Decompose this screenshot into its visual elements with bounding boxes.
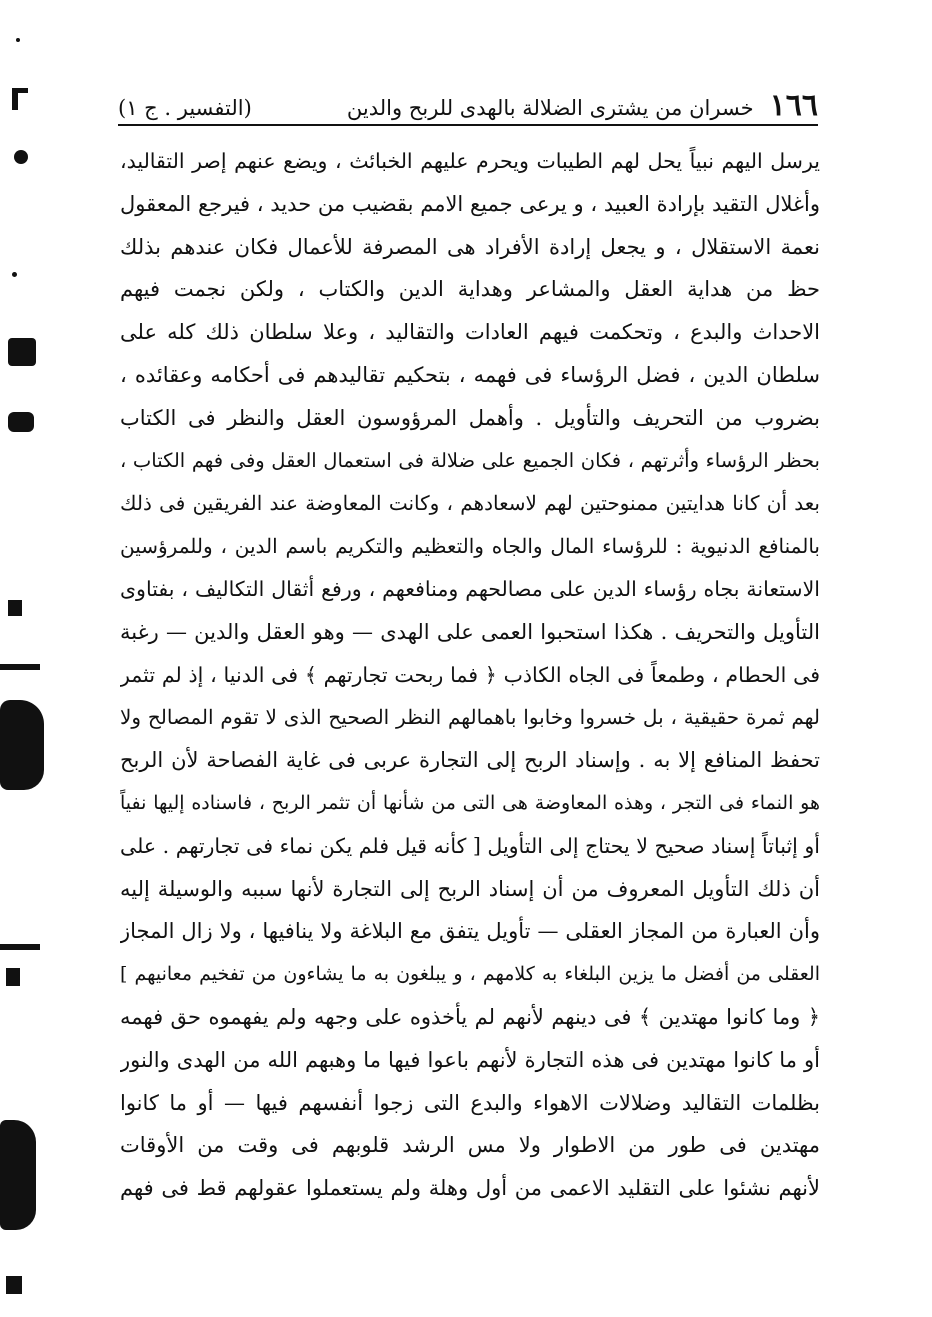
text-line: وأن العبارة من المجاز العقلى — تأويل يتفق مع البلاغة ولا ينافيها ، ولا زال المجاز [120,919,820,944]
scan-rule [0,944,40,950]
scan-blot [8,412,34,432]
scan-blot [0,1120,36,1230]
text-line: بظلمات التقاليد وضلالات الاهواء والبدع التى زجوا أنفسهم فيها — أو ما كانوا [120,1090,820,1115]
text-line: بضروب من التحريف والتأويل . وأهمل المرؤوسون العقل والنظر فى الكتاب [120,405,820,430]
scan-blot [6,1276,22,1294]
body-text [120,140,820,1210]
text-line: سلطان الدين ، فضل الرؤساء فى فهمه ، بتحكيم تقاليدهم فى أحكامه وعقائده ، [120,362,820,387]
text-line: أو إثباتاً إسناد صحيح لا يحتاج إلى التأويل [ كأنه قيل فلم يكن نماء فى تجارتهم . على [120,833,820,858]
text-line: العقلى من أفضل ما يزين البلغاء به كلامهم ، و يبلغون به ما يشاءون من تفخيم معانيهم ] [120,963,820,986]
scan-speck [14,150,28,164]
text-line: بحظر الرؤساء وأثرتهم ، فكان الجميع على ضلالة فى استعمال العقل وفى فهم الكتاب ، [120,448,820,472]
text-line: لأنهم نشئوا على التقليد الاعمى من أول وهلة ولم يستعملوا عقولهم قط فى فهم [120,1176,820,1201]
text-line: هو النماء فى التجر ، وهذه المعاوضة هى التى من شأنها أن تثمر الربح ، فاسناده إليها نفياً [120,791,820,814]
text-line: لهم ثمرة حقيقية ، بل خسروا وخابوا باهمالهم النظر الصحيح الذى لا تقوم المصالح ولا [120,705,820,730]
text-line: أن ذلك التأويل المعروف من أن إسناد الربح إلى التجارة لأنها سببه والوسيلة إليه [120,876,820,901]
text-line: أو ما كانوا مهتدين فى هذه التجارة لأنهم باعوا فيها ما وهبهم الله من الهدى والنور [120,1047,820,1072]
scan-speck [16,38,20,42]
bracket-mark [12,88,28,93]
volume-label: (التفسير . ج ١) [118,96,252,120]
scan-blot [0,700,44,790]
scan-speck [12,272,17,277]
text-line: فى الحطام ، وطمعاً فى الجاه الكاذب ﴿ فما ربحت تجارتهم ﴾ فى الدنيا ، إذ لم تثمر [120,662,820,687]
text-line: التأويل والتحريف . هكذا استحبوا العمى على الهدى — وهو العقل والدين — رغبة [120,619,820,644]
text-line: حظ من هداية العقل والمشاعر وهداية الدين والكتاب ، ولكن نجمت فيهم [120,277,820,302]
text-line: الاستعانة بجاه رؤساء الدين على مصالحهم ومنافعهم ، ورفع أثقال التكاليف ، بفتاوى [120,576,820,601]
text-line: تحفظ المنافع إلا به . وإسناد الربح إلى التجارة عربى فى غاية الفصاحة لأن الربح [120,748,820,773]
text-line: يرسل اليهم نبياً يحل لهم الطيبات ويحرم عليهم الخبائث ، ويضع عنهم إصر التقاليد، [120,149,820,173]
text-line: نعمة الاستقلال ، و يجعل إرادة الأفراد هى المصرفة للأعمال فكان عندهم بذلك [120,234,820,259]
page-number: ١٦٦ [769,88,818,123]
page-header [118,84,818,126]
scan-blot [8,338,36,366]
text-line: مهتدين فى طور من الاطوار ولا مس الرشد قلوبهم فى وقت من الأوقات [120,1133,820,1158]
text-line: وأغلال التقيد بإرادة العبيد ، و يرعى جميع الامم بقضيب من حديد ، فيرجع المعقول [120,191,820,216]
text-line: الاحداث والبدع ، وتحكمت فيهم العادات والتقاليد ، وعلا سلطان ذلك كله على [120,320,820,345]
scan-blot [6,968,20,986]
text-line: ﴿ وما كانوا مهتدين ﴾ فى دينهم لأنهم لم يأخذوه على وجهه ولم يفهموه حق فهمه [120,1004,820,1029]
text-line: بعد أن كانا هدايتين ممنوحتين لهم لاسعادهم ، وكانت المعاوضة عند الفريقين فى ذلك [120,491,820,516]
scan-rule [0,664,40,670]
scan-blot [8,600,22,616]
running-title: خسران من يشترى الضلالة بالهدى للربح والدين [346,96,754,120]
text-line: بالمنافع الدنيوية : للرؤساء المال والجاه والتعظيم والتكريم باسم الدين ، وللمرؤسين [120,534,820,559]
